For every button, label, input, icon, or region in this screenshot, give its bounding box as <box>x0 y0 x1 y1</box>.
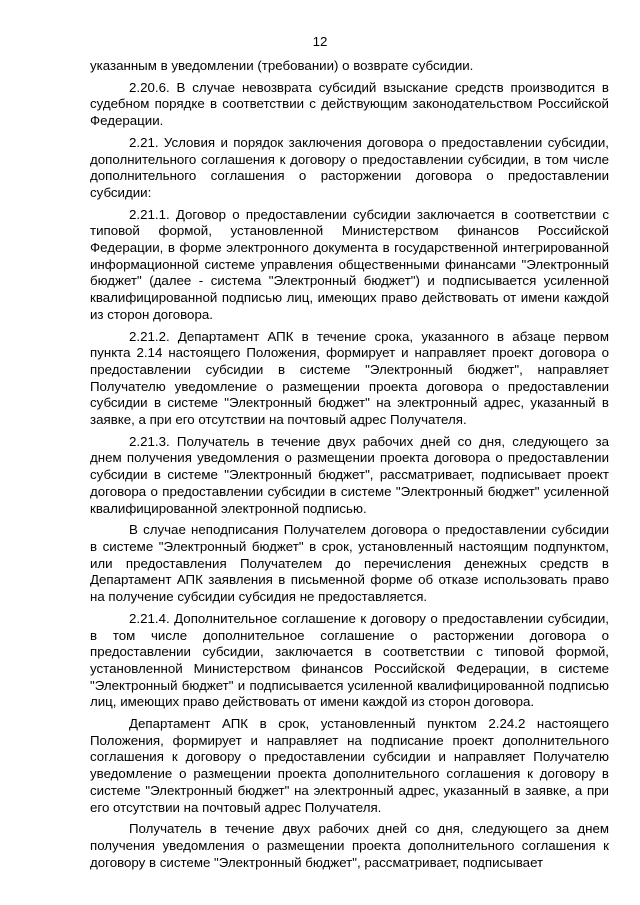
page-number: 12 <box>312 34 328 49</box>
paragraph-2-21-1: 2.21.1. Договор о предоставлении субсидии заключается в соответствии с типовой формой, установленной Министерством финансов Российской Федерации, в форме электронного документа в государственной интегрированной информационной системе управления общественными финансами "Электронный бюджет" (далее - система "Электронный бюджет") и подписывается усиленной квалифицированной подписью лиц, имеющих право действовать от имени каждой из сторон договора. <box>90 206 609 322</box>
paragraph-2-21: 2.21. Условия и порядок заключения договора о предоставлении субсидии, дополнительного соглашения к договору о предоставлении субсидии, в том числе дополнительного соглашения о расторжении договора о предоставлении субсидии: <box>90 134 609 200</box>
document-body <box>90 58 609 876</box>
paragraph-continuation: указанным в уведомлении (требовании) о возврате субсидии. <box>90 58 474 73</box>
paragraph-recipient-signing: Получатель в течение двух рабочих дней со дня, следующего за днем получения уведомления о размещении проекта дополнительного соглашения к договору в системе "Электронный бюджет", рассматривает, подписывает <box>90 821 609 870</box>
paragraph-department-apk: Департамент АПК в срок, установленный пунктом 2.24.2 настоящего Положения, формирует и направляет на подписание проект дополнительного соглашения к договору о предоставлении субсидии и направляет Получателю уведомление о размещении проекта дополнительного соглашения к договору в системе "Электронный бюджет" на электронный адрес, указанный в заявке, а при его отсутствии на почтовый адрес Получателя. <box>90 716 609 815</box>
paragraph-2-21-4: 2.21.4. Дополнительное соглашение к договору о предоставлении субсидии, в том числе дополнительное соглашение о расторжении договора о предоставлении субсидии, заключается в соответствии с типовой формой, установленной Министерством финансов Российской Федерации, в системе "Электронный бюджет" и подписывается усиленной квалифицированной подписью лиц, имеющих право действовать от имени каждой из сторон договора. <box>90 610 609 710</box>
paragraph-2-21-3: 2.21.3. Получатель в течение двух рабочих дней со дня, следующего за днем получения уведомления о размещении проекта договора о предоставлении субсидии в системе "Электронный бюджет", рассматривает, подписывает проект договора о предоставлении субсидии в системе "Электронный бюджет" усиленной квалифицированной электронной подписью. <box>90 433 609 516</box>
paragraph-2-20-6: 2.20.6. В случае невозврата субсидий взыскание средств производится в судебном порядке в соответствии с действующим законодательством Российской Федерации. <box>90 79 609 129</box>
paragraph-2-21-2: 2.21.2. Департамент АПК в течение срока, указанного в абзаце первом пункта 2.14 настоящего Положения, формирует и направляет проект договора о предоставлении субсидии в системе "Электронный бюджет", направляет Получателю уведомление о размещении проекта договора о предоставлении субсидии в системе "Электронный бюджет" на электронный адрес, указанный в заявке, а при его отсутствии на почтовый адрес Получателя. <box>90 328 609 428</box>
paragraph-refusal-case: В случае неподписания Получателем договора о предоставлении субсидии в системе "Электронный бюджет" в срок, установленный настоящим подпунктом, или предоставления Получателем до перечисления денежных средств в Департамент АПК заявления в письменной форме об отказе использовать право на получение субсидии субсидия не предоставляется. <box>90 522 609 605</box>
